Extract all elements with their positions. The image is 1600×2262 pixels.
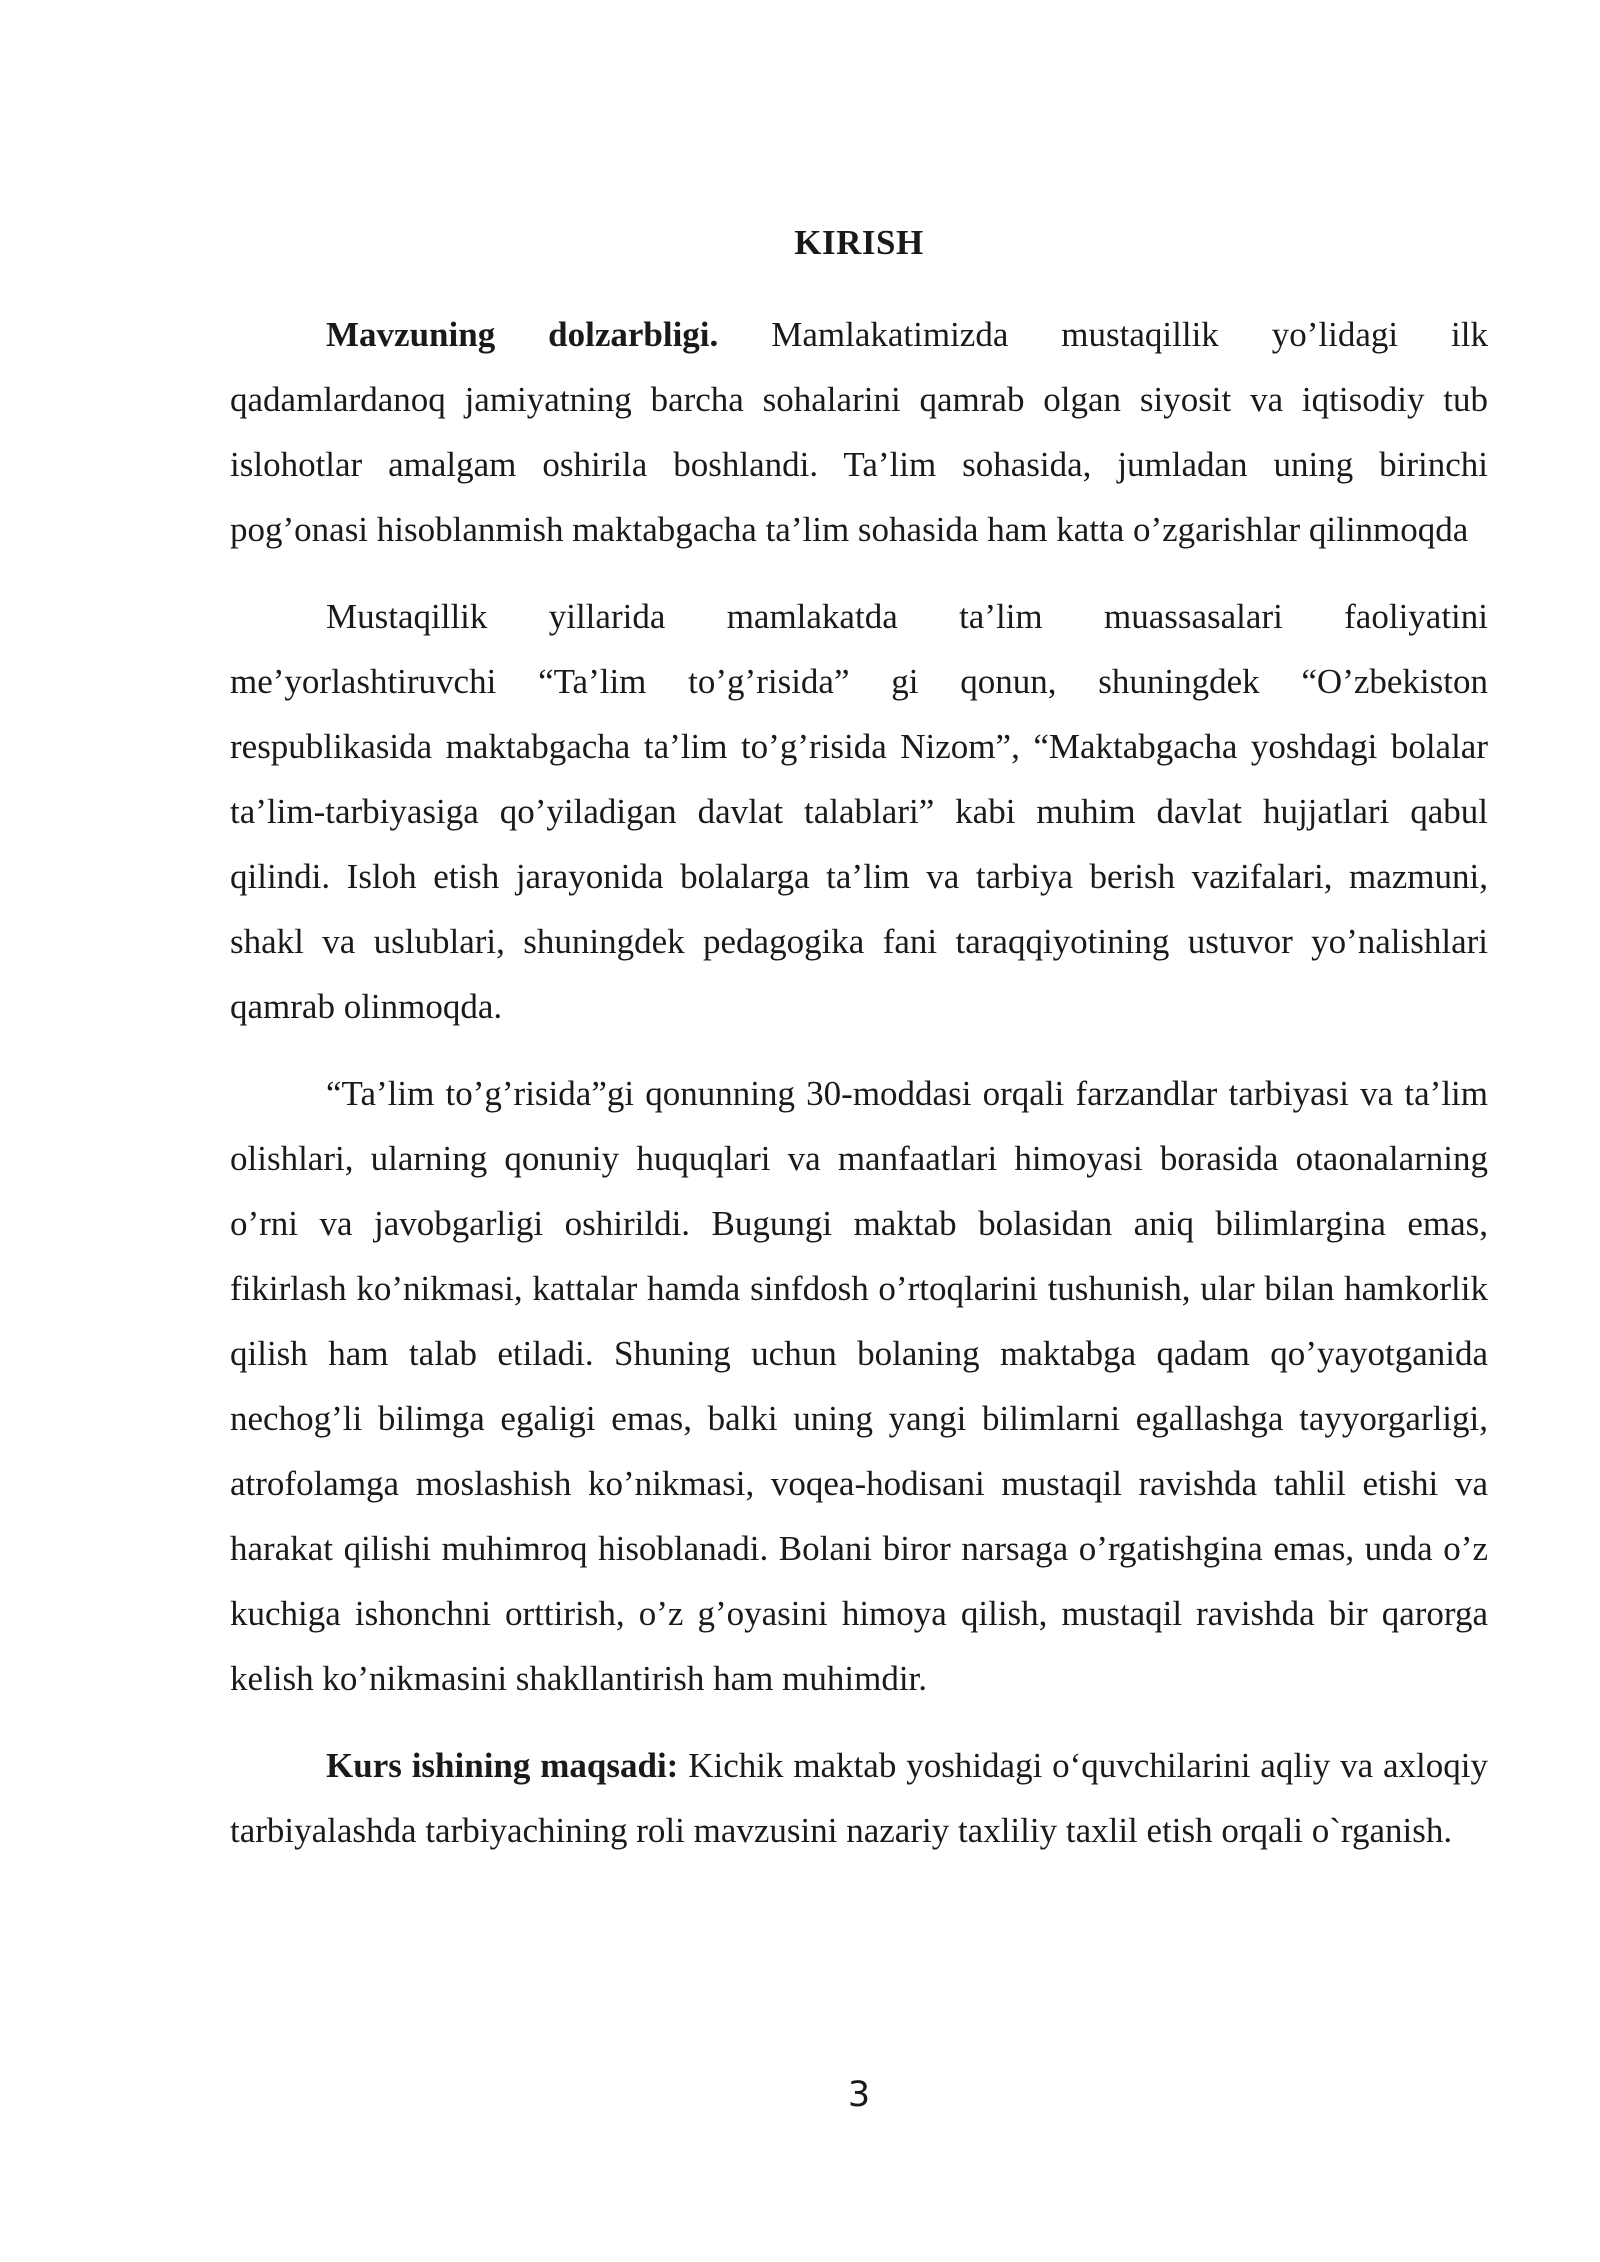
paragraph-independence [230,584,1488,1039]
body-text [230,302,1488,1885]
page-number: 3 [847,2075,871,2115]
paragraph-text: Kichik maktab yoshidagi o‘quvchilarini aqliy va axloqiy tarbiyalashda tarbiyachining roli mavzusini nazariy taxliliy taxlil etish orqali o`rganish. [230,1746,1488,1850]
paragraph-lead: Kurs ishining maqsadi: [326,1746,679,1785]
paragraph-lead: Mavzuning dolzarbligi. [326,315,719,354]
paragraph-relevance [230,302,1488,562]
section-title: KIRISH [794,223,924,262]
paragraph-text: Mamlakatimizda mustaqillik yo’lidagi ilk qadamlardanoq jamiyatning barcha sohalarini qamrab olgan siyosit va iqtisodiy tub islohotlar amalgam oshirila boshlandi. Ta’lim sohasida, jumladan uning birinchi pog’onasi hisoblanmish maktabgacha ta’lim sohasida ham katta o’zgarishlar qilinmoqda [230,315,1488,549]
paragraph-text: Mustaqillik yillarida mamlakatda ta’lim muassasalari faoliyatini me’yorlashtiruvchi “Ta’lim to’g’risida” gi qonun, shuningdek “O’zbekiston respublikasida maktabgacha ta’lim to’g’risida Nizom”, “Maktabgacha yoshdagi bolalar ta’lim-tarbiyasiga qo’yiladigan davlat talablari” kabi muhim davlat hujjatlari qabul qilindi. Isloh etish jarayonida bolalarga ta’lim va tarbiya berish vazifalari, mazmuni, shakl va uslublari, shuningdek pedagogika fani taraqqiyotining ustuvor yo’nalishlari qamrab olinmoqda. [230,597,1488,1026]
document-page [230,0,1488,2262]
paragraph-goal [230,1733,1488,1863]
paragraph-text: “Ta’lim to’g’risida”gi qonunning 30-moddasi orqali farzandlar tarbiyasi va ta’lim olishlari, ularning qonuniy huquqlari va manfaatlari himoyasi borasida otaonalarning o’rni va javobgarligi oshirildi. Bugungi maktab bolasidan aniq bilimlargina emas, fikirlash ko’nikmasi, kattalar hamda sinfdosh o’rtoqlarini tushunish, ular bilan hamkorlik qilish ham talab etiladi. Shuning uchun bolaning maktabga qadam qo’yayotganida nechog’li bilimga egaligi emas, balki uning yangi bilimlarni egallashga tayyorgarligi, atrofolamga moslashish ko’nikmasi, voqea-hodisani mustaqil ravishda tahlil etishi va harakat qilishi muhimroq hisoblanadi. Bolani biror narsaga o’rgatishgina emas, unda o’z kuchiga ishonchni orttirish, o’z g’oyasini himoya qilish, mustaqil ravishda bir qarorga kelish ko’nikmasini shakllantirish ham muhimdir. [230,1074,1488,1698]
paragraph-law [230,1061,1488,1711]
